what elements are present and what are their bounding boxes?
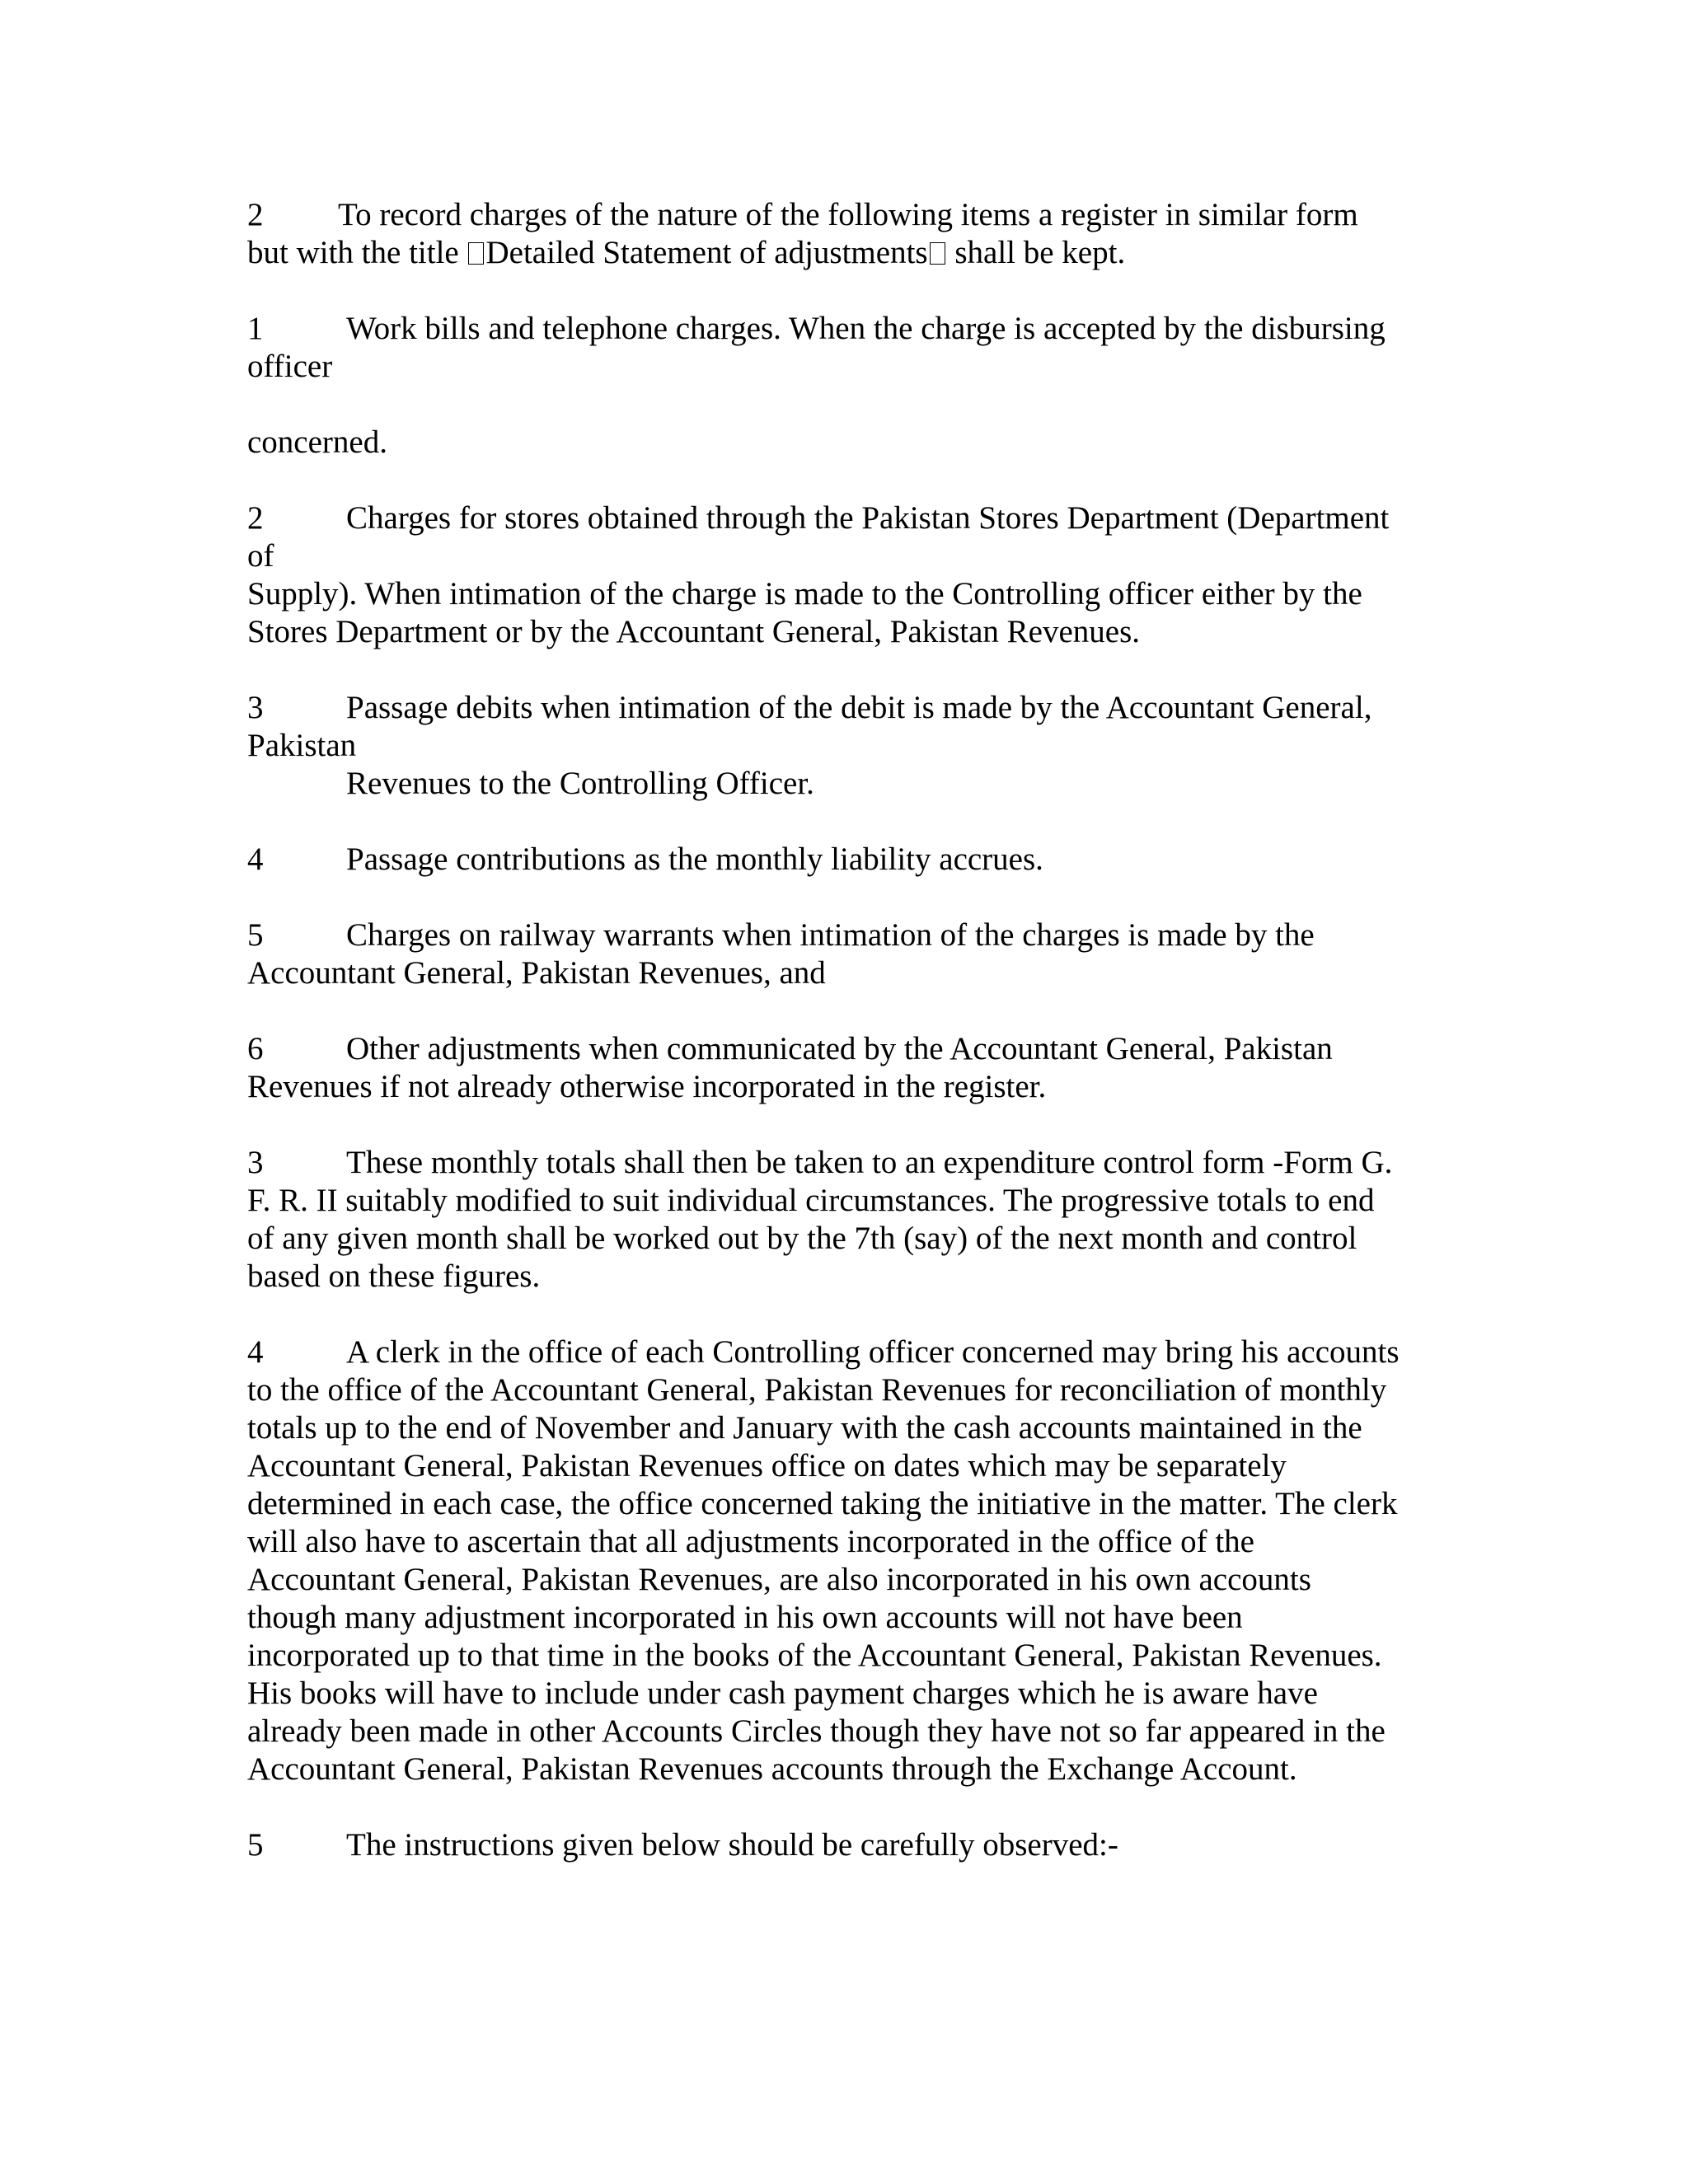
para-4-line-7: Accountant General, Pakistan Revenues, are also incorporated in his own accounts (247, 1562, 1311, 1597)
para-3-line-2: F. R. II suitably modified to suit individual circumstances. The progressive totals to end (247, 1183, 1375, 1218)
missing-glyph-box-icon (930, 242, 945, 265)
item-5-number: 5 (247, 917, 264, 953)
para-4-line-1: 4 A clerk in the office of each Controlling officer concerned may bring his accounts (247, 1334, 1400, 1370)
item-5-line-2: Accountant General, Pakistan Revenues, and (247, 955, 826, 991)
item-1-line-2: officer (247, 349, 333, 384)
item-2-line-3: Supply). When intimation of the charge is made to the Controlling officer either by the (247, 576, 1362, 612)
para-4-line-9: incorporated up to that time in the books of the Accountant General, Pakistan Revenues. (247, 1638, 1382, 1673)
item-3-number: 3 (247, 690, 264, 725)
para-3-line-4: based on these figures. (247, 1258, 541, 1294)
item-1-line-1: 1 Work bills and telephone charges. When the charge is accepted by the disbursing (247, 311, 1386, 346)
para-4-line-11: already been made in other Accounts Circles though they have not so far appeared in the (247, 1713, 1386, 1749)
para-2-line-2: but with the title Detailed Statement of adjustments shall be kept. (247, 235, 1126, 270)
para-3-line-1: 3 These monthly totals shall then be taken to an expenditure control form -Form G. (247, 1145, 1393, 1180)
item-6-line-2: Revenues if not already otherwise incorporated in the register. (247, 1069, 1047, 1104)
item-1-line-3: concerned. (247, 424, 387, 460)
para-5-number: 5 (247, 1827, 264, 1863)
para-5-line-1: 5 The instructions given below should be carefully observed:- (247, 1827, 1118, 1863)
para-4-line-2: to the office of the Accountant General, Pakistan Revenues for reconciliation of monthly (247, 1372, 1387, 1408)
item-2-line-1: 2 Charges for stores obtained through the Pakistan Stores Department (Department (247, 500, 1390, 536)
item-3-line-3: Revenues to the Controlling Officer. (346, 766, 814, 801)
item-4-line-1: 4 Passage contributions as the monthly liability accrues. (247, 841, 1043, 877)
para-2-line-1: 2 To record charges of the nature of the following items a register in similar form (247, 197, 1358, 232)
para-4-line-5: determined in each case, the office concerned taking the initiative in the matter. The clerk (247, 1486, 1398, 1521)
item-6-line-1: 6 Other adjustments when communicated by the Accountant General, Pakistan (247, 1031, 1333, 1066)
item-3-line-2: Pakistan (247, 728, 357, 763)
item-3-line-1: 3 Passage debits when intimation of the debit is made by the Accountant General, (247, 690, 1372, 725)
para-4-line-12: Accountant General, Pakistan Revenues accounts through the Exchange Account. (247, 1751, 1297, 1787)
para-4-line-6: will also have to ascertain that all adjustments incorporated in the office of the (247, 1524, 1254, 1559)
para-4-number: 4 (247, 1334, 264, 1370)
item-2-line-2: of (247, 538, 274, 574)
item-2-number: 2 (247, 500, 264, 536)
item-6-number: 6 (247, 1031, 264, 1066)
item-1-number: 1 (247, 311, 264, 346)
para-4-line-3: totals up to the end of November and January with the cash accounts maintained in the (247, 1410, 1362, 1446)
para-4-line-4: Accountant General, Pakistan Revenues office on dates which may be separately (247, 1448, 1287, 1483)
item-5-line-1: 5 Charges on railway warrants when intimation of the charges is made by the (247, 917, 1315, 953)
para-4-line-8: though many adjustment incorporated in his own accounts will not have been (247, 1600, 1243, 1635)
para-4-line-10: His books will have to include under cash payment charges which he is aware have (247, 1675, 1318, 1711)
missing-glyph-box-icon (468, 242, 484, 265)
para-2-number: 2 (247, 197, 264, 232)
item-2-line-4: Stores Department or by the Accountant General, Pakistan Revenues. (247, 614, 1141, 649)
para-3-line-3: of any given month shall be worked out by the 7th (say) of the next month and control (247, 1221, 1357, 1256)
para-3-number: 3 (247, 1145, 264, 1180)
item-4-number: 4 (247, 841, 264, 877)
